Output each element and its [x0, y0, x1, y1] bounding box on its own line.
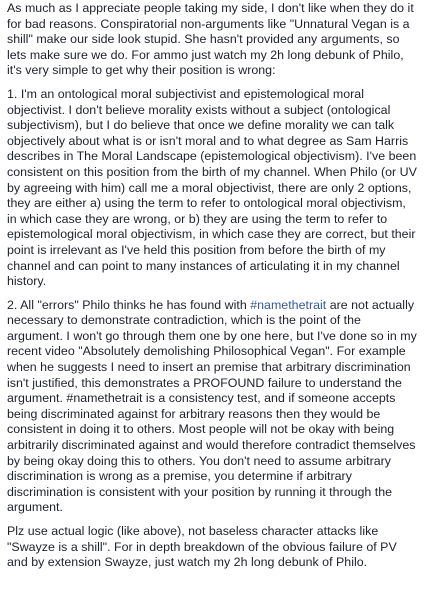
post-point-1-paragraph: 1. I'm an ontological moral subjectivist and epistemological moral objectivist. I don't believe morality exists without a subject (ontological subjectivism), but I do believe that once we define morality we can talk objectively about what is or isn't moral and to what degree as Sam Harris describes in The Moral Landscape (epistemological objectivism). I've been consistent on this position from the birth of my channel. When Philo (or UV by agreeing with him) call me a moral objectivist, there are only 2 options, they are either a) using the term to refer to ontological moral objectivism, in which case they are wrong, or b) they are using the term to refer to epistemological moral objectivism, in which case they are correct, but their point is irrelevant as I've held this position from before the birth of my channel and can point to many instances of articulating it in my channel history. — [7, 86, 417, 289]
point-2-text-before-hashtag: 2. All "errors" Philo thinks he has found with — [7, 297, 251, 312]
post-intro-paragraph: As much as I appreciate people taking my side, I don't like when they do it for bad reasons. Conspiratorial non-arguments like "Unnatural Vegan is a shill" make our side look stupid. She hasn't provided any arguments, so lets make sure we do. For ammo just watch my 2h long debunk of Philo, it's very simple to get why their position is wrong: — [7, 1, 414, 78]
post-closing-paragraph: Plz use actual logic (like above), not baseless character attacks like "Swayze is a shill". For in depth breakdown of the obvious failure of PV and by extension Swayze, just watch my 2h long debunk of Philo. — [7, 524, 397, 570]
point-2-text-after-hashtag: are not actually necessary to demonstrate contradiction, which is the point of the argument. I won't go through them one by one here, but I've done so in my recent video "Absolutely demolishing Philosophical Vegan". For example when he suggests I need to insert an premise that arbitrary discrimination isn't justified, this demonstrates a PROFOUND failure to understand the argument. #namethetrait is a consistency test, and if someone accepts being discriminated against for arbitrary reasons then they would be consistent in doing it to others. Most people will not be okay with being arbitrarily discriminated against and would therefore contradict themselves by being okay doing this to others. You don't need to assume arbitrary discrimination is wrong as a premise, you determine if arbitrary discrimination is consistent with your position by running it through the argument. — [7, 297, 417, 515]
hashtag-link-namethetrait[interactable]: #namethetrait — [250, 297, 327, 312]
post-point-2-paragraph — [7, 298, 419, 516]
